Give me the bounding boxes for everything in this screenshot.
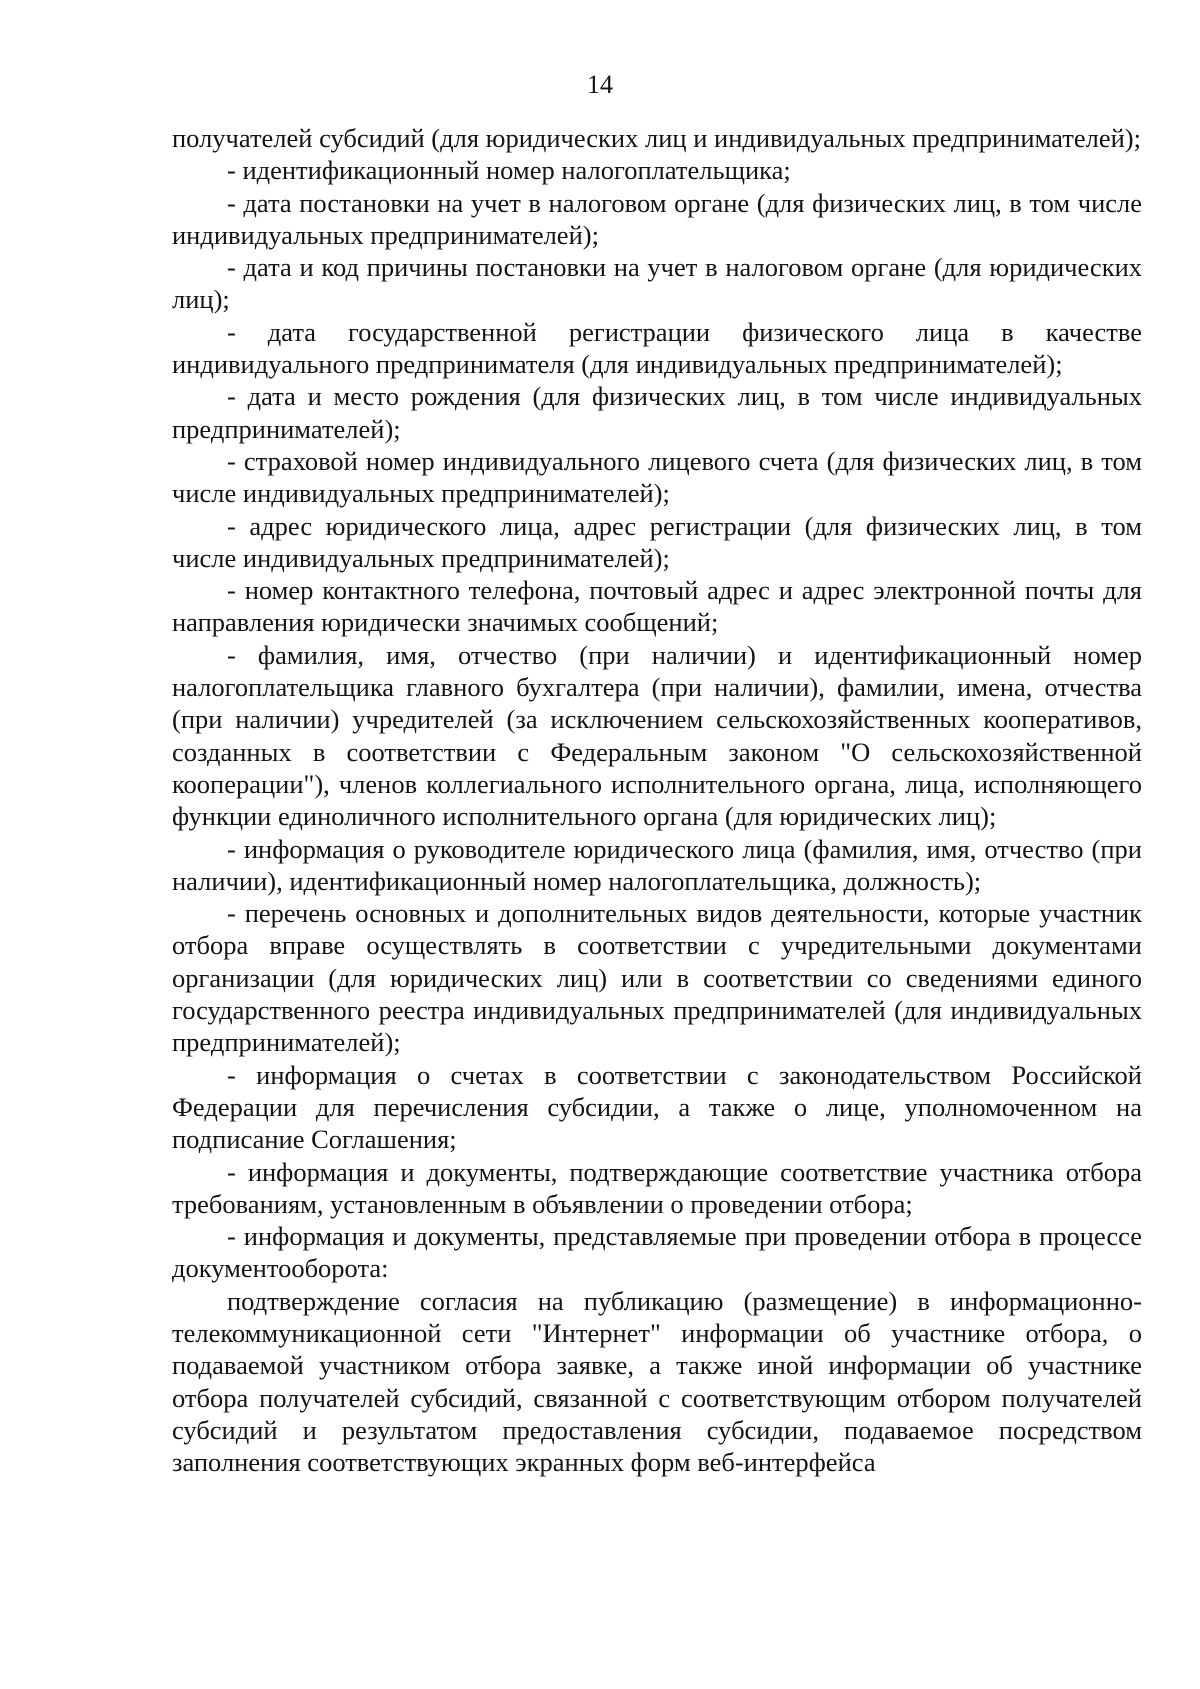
list-item: - дата и код причины постановки на учет в налоговом органе (для юридических лиц);: [172, 252, 1142, 315]
list-item: - информация и документы, представляемые при проведении отбора в процессе документооборота:: [172, 1221, 1142, 1284]
list-item: - номер контактного телефона, почтовый адрес и адрес электронной почты для направления юридически значимых сообщений;: [172, 575, 1142, 638]
list-item: - информация о счетах в соответствии с законодательством Российской Федерации для перечисления субсидии, а также о лице, уполномоченном на подписание Соглашения;: [172, 1059, 1142, 1155]
list-item: - фамилия, имя, отчество (при наличии) и идентификационный номер налогоплательщика главного бухгалтера (при наличии), фамилии, имена, отчества (при наличии) учредителей (за исключением сельскохозяйственных кооперативов, созданных в соответствии с Федеральным законом "О сельскохозяйственной кооперации"), членов коллегиального исполнительного органа, лица, исполняющего функции единоличного исполнительного органа (для юридических лиц);: [172, 639, 1142, 832]
list-item: - дата государственной регистрации физического лица в качестве индивидуального предпринимателя (для индивидуальных предпринимателей);: [172, 316, 1142, 380]
list-item: - идентификационный номер налогоплательщика;: [227, 155, 791, 186]
list-item: - адрес юридического лица, адрес регистрации (для физических лиц, в том числе индивидуальных предпринимателей);: [172, 510, 1142, 573]
document-body: [172, 122, 1142, 1478]
paragraph: подтверждение согласия на публикацию (размещение) в информационно-телекоммуникационной сети "Интернет" информации об участнике отбора, о подаваемой участником отбора заявке, а также иной информации об участнике отбора получателей субсидий, связанной с соответствующим отбором получателей субсидий и результатом предоставления субсидии, подаваемое посредством заполнения соответствующих экранных форм веб-интерфейса: [172, 1285, 1142, 1478]
paragraph: получателей субсидий (для юридических лиц и индивидуальных предпринимателей);: [172, 123, 1141, 153]
page-number: 14: [587, 70, 613, 99]
list-item: - информация о руководителе юридического лица (фамилия, имя, отчество (при наличии), идентификационный номер налогоплательщика, должность);: [172, 833, 1142, 896]
list-item: - информация и документы, подтверждающие соответствие участника отбора требованиям, установленным в объявлении о проведении отбора;: [172, 1156, 1142, 1219]
list-item: - дата и место рождения (для физических лиц, в том числе индивидуальных предпринимателей);: [172, 381, 1142, 444]
list-item: - дата постановки на учет в налоговом органе (для физических лиц, в том числе индивидуальных предпринимателей);: [172, 187, 1142, 250]
list-item: - страховой номер индивидуального лицевого счета (для физических лиц, в том числе индивидуальных предпринимателей);: [172, 445, 1142, 509]
list-item: - перечень основных и дополнительных видов деятельности, которые участник отбора вправе осуществлять в соответствии с учредительными документами организации (для юридических лиц) или в соответствии со сведениями единого государственного реестра индивидуальных предпринимателей (для индивидуальных предпринимателей);: [172, 898, 1142, 1058]
